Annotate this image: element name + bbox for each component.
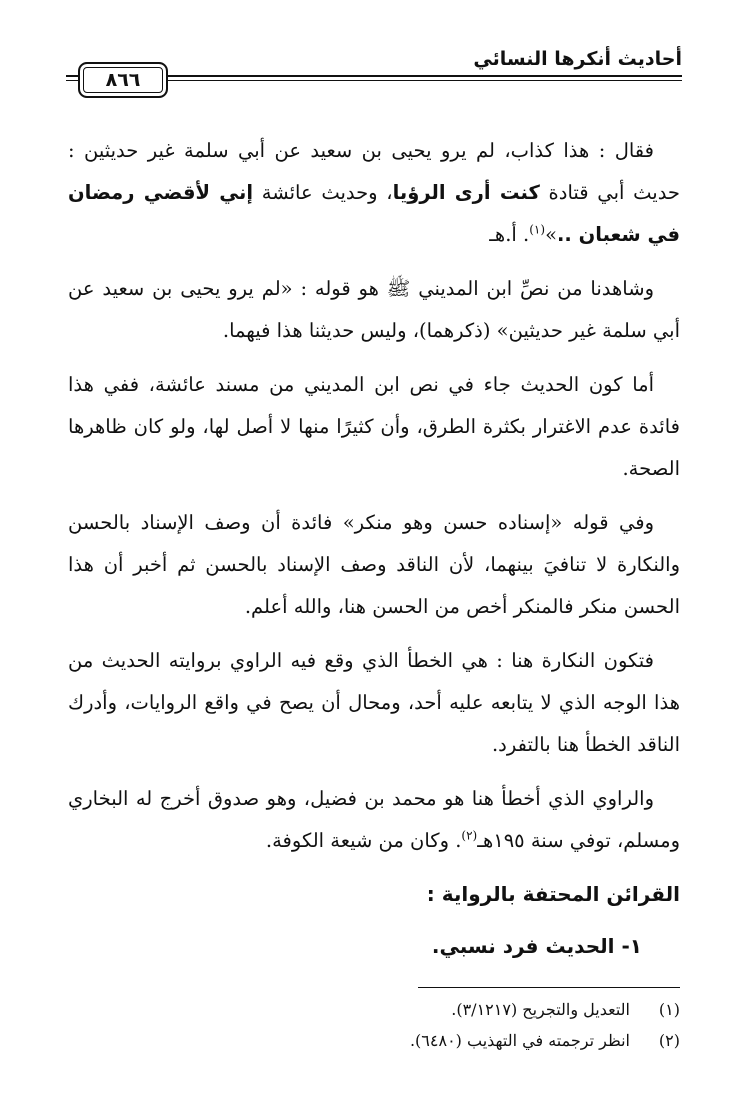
paragraph-5: فتكون النكارة هنا : هي الخطأ الذي وقع فيه الراوي بروايته الحديث من هذا الوجه الذي لا يتابعه عليه أحد، ومحال أن يصح في واقع الروايات، وأدرك الناقد الخطأ هنا بالتفرد. <box>68 649 680 756</box>
footnote-ref-2[interactable]: (٢) <box>461 828 478 843</box>
text-run: فقال : هذا كذاب، لم يرو يحيى بن سعيد عن أبي سلمة غير حديثين : حديث أبي قتادة <box>68 139 680 204</box>
paragraph-6 <box>68 778 680 862</box>
text-run: ، وحديث عائشة <box>253 181 393 204</box>
section-heading: القرائن المحتفة بالرواية : <box>426 882 680 906</box>
footnote-text: انظر ترجمته في التهذيب (٦٤٨٠). <box>409 1031 630 1050</box>
closing-quote: » <box>545 223 557 246</box>
footnote-separator <box>418 987 680 988</box>
footnotes <box>68 994 680 1056</box>
hadith-title-bold: كنت أرى الرؤيا <box>392 181 540 204</box>
paragraph-3: أما كون الحديث جاء في نص ابن المديني من مسند عائشة، ففي هذا فائدة عدم الاغترار بكثرة الطرق، وأن كثيرًا منها لا أصل لها، ولو كان ظاهرها الصحة. <box>68 373 680 480</box>
page-number-frame <box>78 62 168 98</box>
footnote-2 <box>68 1025 680 1056</box>
numbered-item-1: ١- الحديث فرد نسبي. <box>431 934 642 958</box>
footnote-1 <box>68 994 680 1025</box>
paragraph-1 <box>68 130 680 256</box>
paragraph-2: وشاهدنا من نصِّ ابن المديني ﷺ هو قوله : «لم يرو يحيى بن سعيد عن أبي سلمة غير حديثين» (ذكرهما)، وليس حديثنا هذا فيهما. <box>68 277 680 342</box>
text-run: . أ.هـ <box>489 223 530 246</box>
running-title: أحاديث أنكرها النسائي <box>473 48 682 70</box>
footnote-number: (١) <box>658 1000 680 1019</box>
footnote-number: (٢) <box>658 1031 680 1050</box>
footnote-text: التعديل والتجريح (٣/١٢١٧). <box>451 1000 630 1019</box>
footnote-ref-1[interactable]: (١) <box>529 222 546 237</box>
hadith-title-bold: إني لأقضي رمضان في شعبان .. <box>68 181 680 246</box>
page-number: ٨٦٦ <box>105 69 141 91</box>
text-run: والراوي الذي أخطأ هنا هو محمد بن فضيل، وهو صدوق أخرج له البخاري ومسلم، توفي سنة ١٩٥هـ <box>68 787 680 852</box>
page-header <box>66 46 682 92</box>
text-run: . وكان من شيعة الكوفة. <box>265 829 462 852</box>
paragraph-4: وفي قوله «إسناده حسن وهو منكر» فائدة أن وصف الإسناد بالحسن والنكارة لا تنافيَ بينهما، لأن الناقد وصف الإسناد بالحسن ثم أخبر أن هذا الحسن منكر فالمنكر أخص من الحسن هنا، والله أعلم. <box>68 511 680 618</box>
main-text <box>68 130 680 966</box>
